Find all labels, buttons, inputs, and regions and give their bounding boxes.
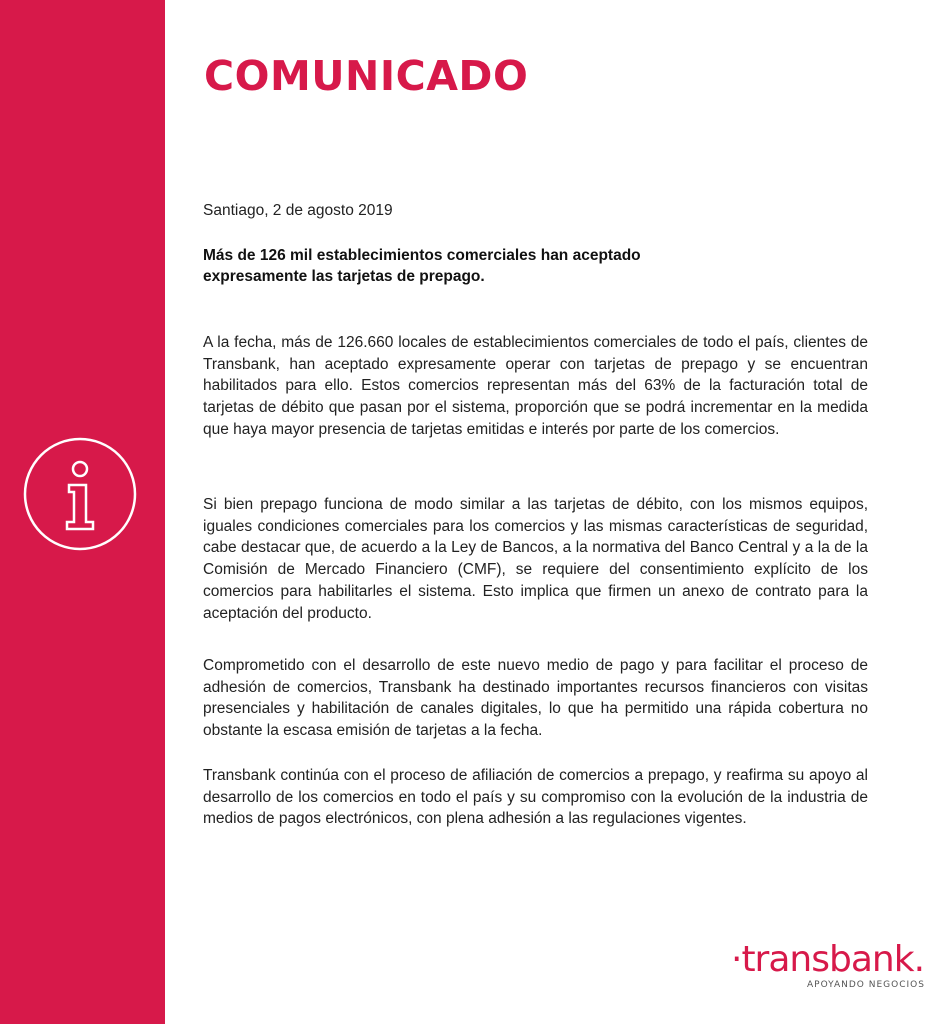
- paragraph-2: Si bien prepago funciona de modo similar a las tarjetas de débito, con los mismos equipos, iguales condiciones comerciales para los comercios y las mismas características de seguridad, cabe destacar que, de acuerdo a la Ley de Bancos, a la normativa del Banco Central y a la de la Comisión de Mercado Financiero (CMF), se requiere del consentimiento explícito de los comercios para habilitarles el sistema. Esto implica que firmen un anexo de contrato para la aceptación del producto.: [203, 496, 868, 622]
- info-icon: [22, 436, 138, 552]
- page-title: COMUNICADO: [204, 52, 529, 100]
- logo-tagline: APOYANDO NEGOCIOS: [807, 980, 925, 990]
- paragraph-3: Comprometido con el desarrollo de este nuevo medio de pago y para facilitar el proceso de adhesión de comercios, Transbank ha destinado importantes recursos financieros con visitas presenciales y habilitación de canales digitales, lo que ha permitido una rápida cobertura no obstante la escasa emisión de tarjetas a la fecha.: [203, 657, 868, 740]
- paragraph-1: A la fecha, más de 126.660 locales de establecimientos comerciales de todo el país, clientes de Transbank, han aceptado expresamente operar con tarjetas de prepago y se encuentran habilitados para ello. Estos comercios representan más del 63% de la facturación total de tarjetas de débito que pasan por el sistema, proporción que se podrá incrementar en la medida que haya mayor presencia de tarjetas emitidas e interés por parte de los comercios.: [203, 334, 868, 438]
- document-body: [165, 0, 942, 1024]
- paragraph-4: Transbank continúa con el proceso de afiliación de comercios a prepago, y reafirma su apoyo al desarrollo de los comercios en todo el país y su compromiso con la evolución de la industria de medios de pagos electrónicos, con plena adhesión a las regulaciones vigentes.: [203, 767, 868, 828]
- sidebar-band: [0, 0, 165, 1024]
- transbank-logo: [731, 940, 931, 1000]
- dateline: Santiago, 2 de agosto 2019: [203, 202, 393, 219]
- logo-wordmark: ·transbank.: [731, 939, 925, 980]
- headline: Más de 126 mil establecimientos comerciales han aceptado expresamente las tarjetas de prepago.: [203, 247, 641, 285]
